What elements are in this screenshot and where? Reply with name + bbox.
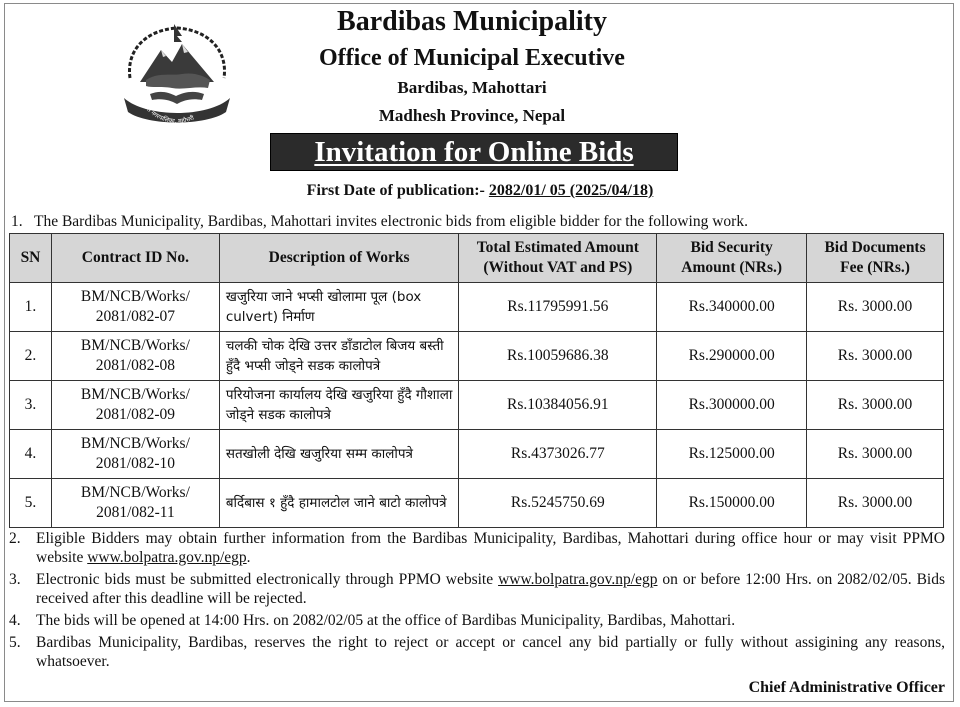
header-estimate-line2: (Without VAT and PS) — [483, 259, 633, 276]
publication-date: 2082/01/ 05 (2025/04/18) — [488, 182, 654, 199]
row-contract-id-line1: BM/NCB/Works/ — [80, 435, 190, 452]
banner-title: Invitation for Online Bids — [314, 135, 634, 168]
note-text: Bardibas Municipality, Bardibas, reserves the right to reject or accept or cancel any bid partially or fully without assigining any reasons, whatsoever. — [36, 634, 945, 670]
logo-ring-text: बर्दिबास नगरपालिका, महोत्तरी — [137, 96, 196, 125]
table-row — [10, 479, 944, 528]
note-item — [9, 633, 945, 671]
header-description: Description of Works — [219, 234, 459, 283]
row-fee: Rs. 3000.00 — [807, 430, 944, 479]
publication-label: First Date of publication:- — [306, 182, 485, 199]
header-contract-id: Contract ID No. — [51, 234, 219, 283]
row-description: परियोजना कार्यालय देखि खजुरिया हुँदै गौशाला जोड्ने सडक कालोपत्रे — [219, 381, 459, 430]
intro-text: The Bardibas Municipality, Bardibas, Mahottari invites electronic bids from eligible bidder for the following work. — [33, 213, 748, 230]
intro-paragraph — [11, 213, 748, 231]
header-sn: SN — [10, 234, 52, 283]
row-contract-id-line1: BM/NCB/Works/ — [80, 484, 190, 501]
row-contract-id — [51, 332, 219, 381]
note-item — [9, 611, 945, 630]
row-security: Rs.150000.00 — [657, 479, 807, 528]
row-contract-id-line1: BM/NCB/Works/ — [80, 288, 190, 305]
row-description: सतखोली देखि खजुरिया सम्म कालोपत्रे — [219, 430, 459, 479]
province-line: Madhesh Province, Nepal — [378, 106, 566, 125]
note-number: 2. — [9, 530, 21, 547]
row-contract-id-line2: 2081/082-08 — [95, 357, 175, 374]
municipality-title: Bardibas Municipality — [337, 6, 607, 37]
row-estimate: Rs.5245750.69 — [459, 479, 657, 528]
header-security — [657, 234, 807, 283]
invitation-banner — [270, 133, 678, 171]
row-estimate: Rs.4373026.77 — [459, 430, 657, 479]
note-item — [9, 570, 945, 608]
header-fee-line1: Bid Documents — [824, 239, 926, 256]
row-security: Rs.125000.00 — [657, 430, 807, 479]
row-fee: Rs. 3000.00 — [807, 479, 944, 528]
table-header-row — [10, 234, 944, 283]
row-contract-id — [51, 430, 219, 479]
intro-number: 1. — [11, 213, 23, 230]
row-estimate: Rs.11795991.56 — [459, 283, 657, 332]
location-line: Bardibas, Mahottari — [397, 78, 547, 97]
row-contract-id-line2: 2081/082-07 — [95, 308, 175, 325]
row-security: Rs.290000.00 — [657, 332, 807, 381]
bids-table — [9, 233, 944, 528]
office-title: Office of Municipal Executive — [319, 45, 625, 71]
note-text: Electronic bids must be submitted electronically through PPMO website — [36, 571, 499, 588]
header-fee — [807, 234, 944, 283]
header-estimate — [459, 234, 657, 283]
row-contract-id-line2: 2081/082-10 — [95, 455, 175, 472]
row-contract-id — [51, 479, 219, 528]
note-number: 5. — [9, 634, 21, 651]
signature-title: Chief Administrative Officer — [748, 679, 945, 696]
row-fee: Rs. 3000.00 — [807, 332, 944, 381]
header-security-line2: Amount (NRs.) — [681, 259, 783, 276]
table-row — [10, 381, 944, 430]
note-text: The bids will be opened at 14:00 Hrs. on 2082/02/05 at the office of Bardibas Municipality, Bardibas, Mahottari. — [36, 612, 736, 629]
note-text-end: on or before 12:00 Hrs. on 2082/02/05. Bids received after this deadline will be rejected. — [36, 571, 946, 607]
note-number: 3. — [9, 571, 21, 588]
notes-list — [9, 529, 945, 674]
row-security: Rs.340000.00 — [657, 283, 807, 332]
row-sn: 3. — [10, 381, 52, 430]
row-description: खजुरिया जाने भप्सी खोलामा पूल (box culvert) निर्माण — [219, 283, 459, 332]
row-contract-id-line2: 2081/082-09 — [95, 406, 175, 423]
row-sn: 2. — [10, 332, 52, 381]
table-row — [10, 283, 944, 332]
row-estimate: Rs.10059686.38 — [459, 332, 657, 381]
row-contract-id-line1: BM/NCB/Works/ — [80, 386, 190, 403]
ppmo-website-link[interactable]: www.bolpatra.gov.np/egp — [87, 549, 247, 566]
row-description: बर्दिबास १ हुँदै हामालटोल जाने बाटो कालोपत्रे — [219, 479, 459, 528]
header-fee-line2: Fee (NRs.) — [840, 259, 910, 276]
table-row — [10, 430, 944, 479]
row-sn: 4. — [10, 430, 52, 479]
row-contract-id — [51, 283, 219, 332]
row-sn: 5. — [10, 479, 52, 528]
row-contract-id-line2: 2081/082-11 — [96, 504, 175, 521]
row-estimate: Rs.10384056.91 — [459, 381, 657, 430]
note-number: 4. — [9, 612, 21, 629]
header-estimate-line1: Total Estimated Amount — [476, 239, 639, 256]
row-contract-id — [51, 381, 219, 430]
row-sn: 1. — [10, 283, 52, 332]
note-text-end: . — [246, 549, 251, 566]
row-fee: Rs. 3000.00 — [807, 283, 944, 332]
publication-date-line — [0, 182, 960, 200]
ppmo-website-link[interactable]: www.bolpatra.gov.np/egp — [498, 571, 658, 588]
note-item — [9, 529, 945, 567]
note-text: Eligible Bidders may obtain further information from the Bardibas Municipality, Bardibas, Mahottari during office hour or may visit PPMO website — [36, 530, 945, 566]
row-contract-id-line1: BM/NCB/Works/ — [80, 337, 190, 354]
header-security-line1: Bid Security — [690, 239, 773, 256]
row-fee: Rs. 3000.00 — [807, 381, 944, 430]
row-description: चलकी चोक देखि उत्तर डाँडाटोल बिजय बस्ती हुँदै भप्सी जोड्ने सडक कालोपत्रे — [219, 332, 459, 381]
table-row — [10, 332, 944, 381]
row-security: Rs.300000.00 — [657, 381, 807, 430]
